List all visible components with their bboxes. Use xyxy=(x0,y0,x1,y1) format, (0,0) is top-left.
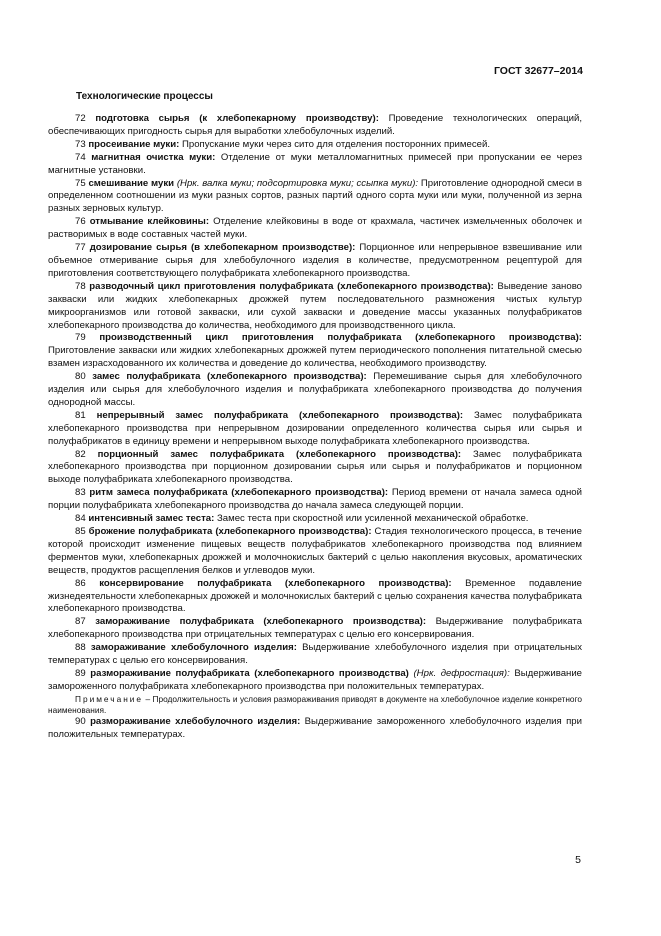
term-entry xyxy=(48,216,582,242)
term-definition: Замес полуфабриката хлебопекарного производства при непрерывном дозировании определенного количества сырья или сырья и полуфабрикатов в единицу времени и непрерывном выходе полуфабриката хлебопекарного производства. xyxy=(48,409,582,447)
term-number: 87 xyxy=(75,616,86,628)
terms-list xyxy=(48,113,582,742)
term-entry xyxy=(48,139,582,152)
standard-code: ГОСТ 32677–2014 xyxy=(493,65,583,77)
term-number: 88 xyxy=(75,642,86,654)
term-number: 80 xyxy=(75,371,86,383)
term-name: порционный замес полуфабриката (хлебопекарного производства): xyxy=(97,448,462,460)
term-entry xyxy=(48,152,582,178)
term-name: отмывание клейковины: xyxy=(89,216,210,228)
term-name: интенсивный замес теста: xyxy=(88,513,215,525)
term-synonyms: (Нрк. валка муки; подсортировка муки; ссыпка муки): xyxy=(176,177,419,189)
term-definition: Пропускание муки через сито для отделения посторонних примесей. xyxy=(181,138,490,150)
term-definition: Отделение от муки металломагнитных примесей при пропускании ее через магнитные установки. xyxy=(48,151,582,176)
term-entry xyxy=(48,242,582,281)
term-definition: Выдерживание замороженного полуфабриката хлебопекарного производства при положительных температурах. xyxy=(48,667,583,692)
term-name: размораживание хлебобулочного изделия: xyxy=(90,715,301,727)
term-number: 76 xyxy=(75,216,86,228)
term-number: 79 xyxy=(75,332,86,344)
term-definition: Выдерживание полуфабриката хлебопекарного производства при отрицательных температурах с целью его консервирования. xyxy=(48,616,582,641)
term-definition: Выведение заново закваски или жидких хлебопекарных дрожжей путем последовательного размножения чистых культур микроорганизмов или готовой закваски, или сухой закваски и доведение массы указанных полуфабрикатов хлебопекарного производства до количества, необходимого для производственного цикла. xyxy=(48,280,583,331)
term-name: ритм замеса полуфабриката (хлебопекарного производства): xyxy=(89,487,389,499)
term-entry xyxy=(48,642,582,668)
term-number: 82 xyxy=(75,448,86,460)
term-name: производственный цикл приготовления полуфабриката (хлебопекарного производства): xyxy=(99,332,582,344)
term-definition: Приготовление закваски или жидких хлебопекарных дрожжей путем периодического пополнения питательной смесью взамен израсходованного их количества и доведение до количества, необходимого производству. xyxy=(48,345,582,370)
term-definition: Временное подавление жизнедеятельности хлебопекарных дрожжей и молочнокислых бактерий с целью сохранения качества полуфабриката хлебопекарного производства. xyxy=(48,577,583,615)
term-number: 84 xyxy=(75,513,86,525)
note-text: – Продолжительность и условия размораживания приводят в документе на хлебобулочное изделие конкретного наименования. xyxy=(48,693,582,715)
term-name: замораживание полуфабриката (хлебопекарного производства): xyxy=(95,616,427,628)
term-name: дозирование сырья (в хлебопекарном производстве): xyxy=(89,242,356,254)
page-number: 5 xyxy=(575,854,581,866)
term-number: 81 xyxy=(75,409,86,421)
section-title: Технологические процессы xyxy=(76,91,213,102)
term-entry xyxy=(48,178,582,217)
note-label: Примечание xyxy=(75,693,144,704)
term-entry xyxy=(48,487,582,513)
term-name: подготовка сырья (к хлебопекарному производству): xyxy=(95,113,379,124)
term-definition: Приготовление однородной смеси в определенном соотношении из муки разных сортов, разных партий одного сорта муки или муки, полученной из зерна разных зерновых культур. xyxy=(48,177,583,215)
term-name: брожение полуфабриката (хлебопекарного производства): xyxy=(88,526,372,537)
term-entry xyxy=(48,616,582,642)
term-name: разводочный цикл приготовления полуфабриката (хлебопекарного производства): xyxy=(89,280,494,292)
term-entry xyxy=(48,332,582,371)
term-name: смешивание муки xyxy=(88,177,175,189)
term-name: замораживание хлебобулочного изделия: xyxy=(90,642,297,654)
term-entry xyxy=(48,113,582,139)
term-definition: Стадия технологического процесса, в течение которой происходит изменение пищевых веществ полуфабрикатов хлебопекарного производства под влиянием ферментов муки, хлебопекарных дрожжей и молочнокислых бактерий с целью накопления вкусовых, ароматических веществ, продуктов расщепления белков и углеводов муки. xyxy=(48,526,582,576)
term-definition: Замес полуфабриката хлебопекарного производства при порционном дозировании сырья или сырья и полуфабрикатов и порционном выходе полуфабриката хлебопекарного производства. xyxy=(48,448,582,486)
term-entry xyxy=(48,513,582,526)
term-entry xyxy=(48,668,582,694)
term-entry xyxy=(48,449,582,488)
term-name: размораживание полуфабриката (хлебопекарного производства) xyxy=(90,667,409,679)
term-number: 78 xyxy=(75,280,86,292)
term-number: 73 xyxy=(75,138,86,150)
term-definition: Порционное или непрерывное взвешивание или объемное отмеривание сырья для хлебобулочного изделия в количестве, предусмотренном рецептурой для приготовления соответствующего полуфабриката хлебопекарного производства. xyxy=(48,242,583,279)
term-entry xyxy=(48,410,582,449)
term-entry xyxy=(48,716,582,742)
term-definition: Проведение технологических операций, обеспечивающих пригодность сырья для выработки хлебобулочных изделий. xyxy=(48,113,582,137)
term-definition: Отделение клейковины в воде от крахмала, частичек измельченных оболочек и растворимых в воде составных частей муки. xyxy=(48,216,583,241)
term-entry xyxy=(48,281,582,333)
term-entry xyxy=(48,526,582,578)
term-definition: Период времени от начала замеса одной порции полуфабриката хлебопекарного производства до начала замеса следующей порции. xyxy=(48,487,583,512)
term-definition: Выдерживание замороженного хлебобулочного изделия при положительных температурах. xyxy=(48,715,582,740)
term-number: 90 xyxy=(75,715,86,727)
term-number: 75 xyxy=(75,177,86,189)
term-number: 74 xyxy=(75,151,86,163)
term-number: 85 xyxy=(75,526,86,537)
term-name: консервирование полуфабриката (хлебопекарного производства): xyxy=(99,577,452,589)
term-name: непрерывный замес полуфабриката (хлебопекарного производства): xyxy=(96,409,464,421)
term-name: замес полуфабриката (хлебопекарного производства): xyxy=(92,371,367,383)
term-definition: Выдерживание хлебобулочного изделия при отрицательных температурах с целью его консервирования. xyxy=(48,642,582,667)
term-definition: Перемешивание сырья для хлебобулочного изделия или сырья для хлебобулочного изделия и полуфабриката хлебопекарного производства до получения однородной массы. xyxy=(48,371,582,408)
term-entry xyxy=(48,578,582,617)
term-number: 77 xyxy=(75,242,86,254)
term-number: 72 xyxy=(75,113,86,124)
term-number: 86 xyxy=(75,577,86,589)
term-name: просеивание муки: xyxy=(88,138,180,150)
term-definition: Замес теста при скоростной или усиленной механической обработке. xyxy=(216,513,529,525)
term-synonyms: (Нрк. дефростация): xyxy=(413,667,510,679)
term-number: 89 xyxy=(75,667,86,679)
note xyxy=(48,694,582,716)
term-name: магнитная очистка муки: xyxy=(91,151,216,163)
term-entry xyxy=(48,371,582,410)
term-number: 83 xyxy=(75,487,86,499)
